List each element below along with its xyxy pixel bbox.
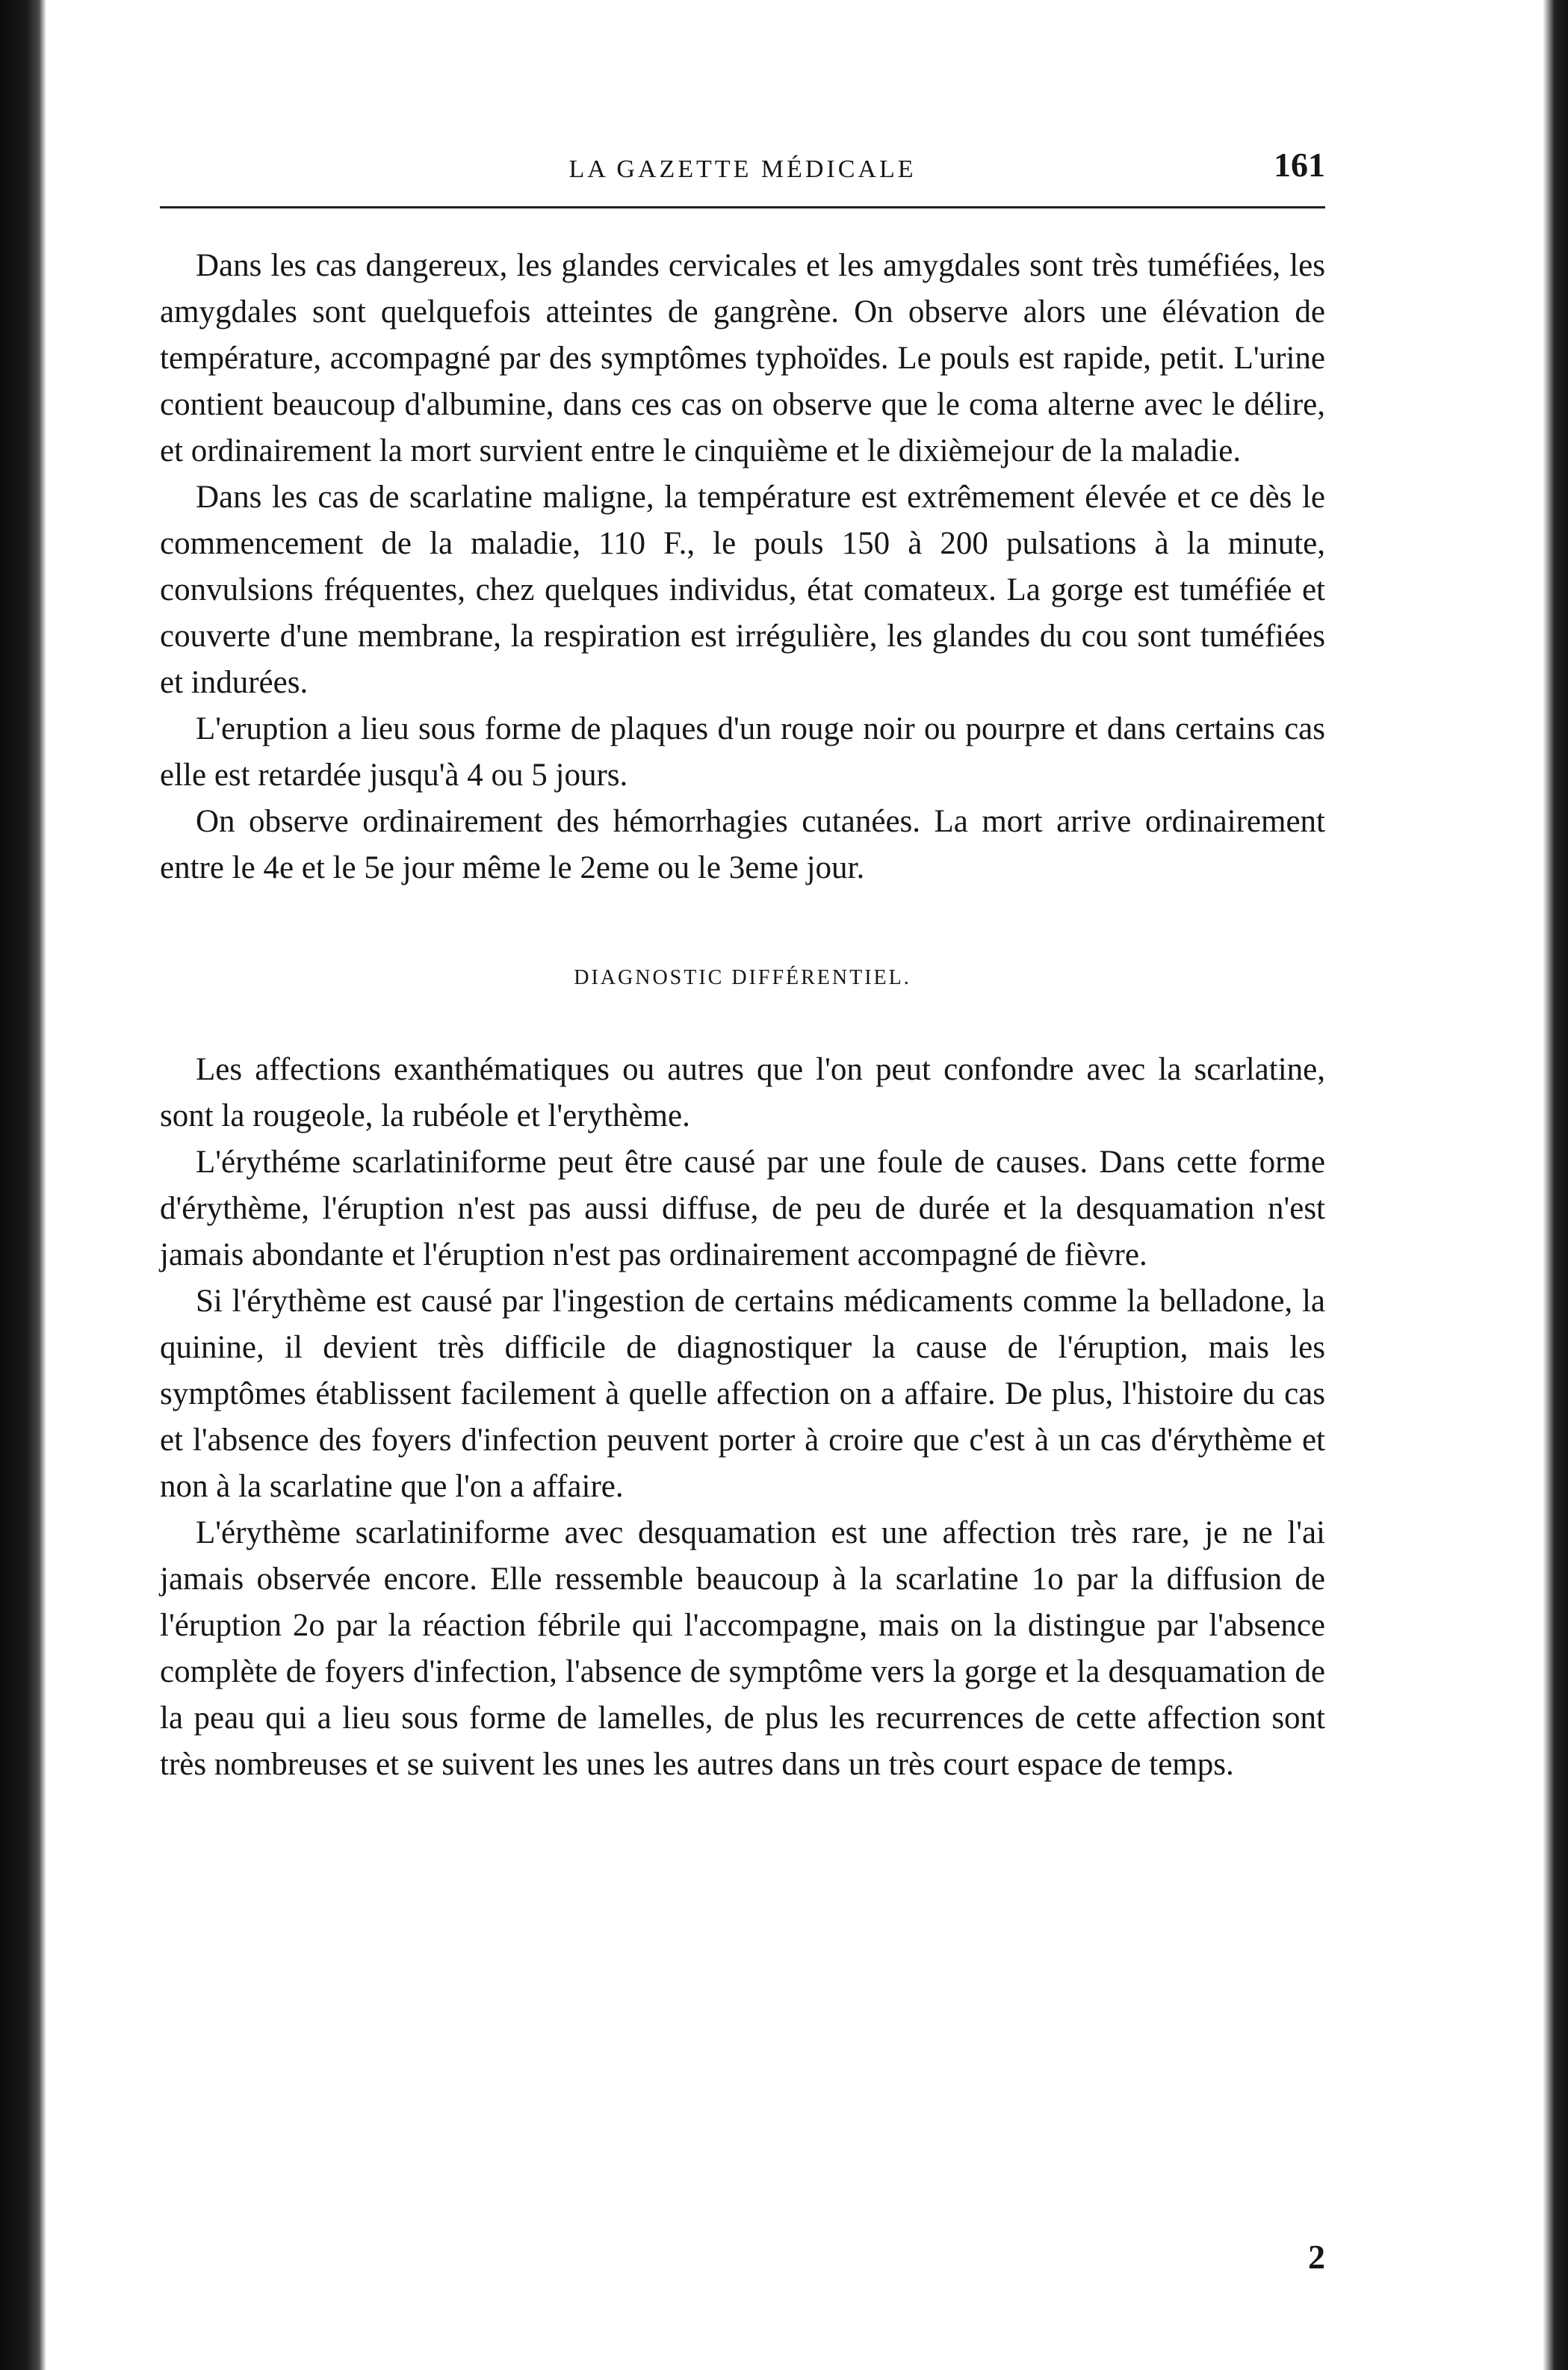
section-heading: DIAGNOSTIC DIFFÉRENTIEL. bbox=[574, 966, 911, 989]
paragraph: L'eruption a lieu sous forme de plaques d'un rouge noir ou pourpre et dans certains cas elle est retardée jusqu'à 4 ou 5 jours. bbox=[160, 711, 1325, 793]
document-page bbox=[160, 142, 1325, 2276]
scan-edge-right bbox=[1543, 0, 1568, 2370]
signature-mark: 2 bbox=[1308, 2238, 1325, 2276]
paragraph: Dans les cas dangereux, les glandes cervicales et les amygdales sont très tuméfiées, les amygdales sont quelquefois atteintes de gangrène. On observe alors une élévation de température, accompagné par des symptômes typhoïdes. Le pouls est rapide, petit. L'urine contient beaucoup d'albumine, dans ces cas on observe que le coma alterne avec le délire, et ordinairement la mort survient entre le cinquième et le dixièmejour de la maladie. bbox=[160, 248, 1325, 468]
scan-edge-left bbox=[0, 0, 46, 2370]
paragraph: L'érythéme scarlatiniforme peut être causé par une foule de causes. Dans cette forme d'érythème, l'éruption n'est pas aussi diffuse, de peu de durée et la desquamation n'est jamais abondante et l'éruption n'est pas ordinairement accompagné de fièvre. bbox=[160, 1145, 1325, 1272]
header-rule bbox=[160, 206, 1325, 208]
paragraph: Dans les cas de scarlatine maligne, la température est extrêmement élevée et ce dès le commencement de la maladie, 110 F., le pouls 150 à 200 pulsations à la minute, convulsions fréquentes, chez quelques individus, état comateux. La gorge est tuméfiée et couverte d'une membrane, la respiration est irrégulière, les glandes du cou sont tuméfiées et indurées. bbox=[160, 480, 1325, 700]
running-title: LA GAZETTE MÉDICALE bbox=[568, 155, 917, 183]
paragraph: Les affections exanthématiques ou autres que l'on peut confondre avec la scarlatine, sont la rougeole, la rubéole et l'erythème. bbox=[160, 1052, 1325, 1133]
page-number: 161 bbox=[1274, 146, 1325, 184]
paragraph: On observe ordinairement des hémorrhagies cutanées. La mort arrive ordinairement entre le 4e et le 5e jour même le 2eme ou le 3eme jour. bbox=[160, 804, 1325, 885]
page-header bbox=[160, 142, 1325, 202]
paragraph: Si l'érythème est causé par l'ingestion de certains médicaments comme la belladone, la quinine, il devient très difficile de diagnostiquer la cause de l'éruption, mais les symptômes établissent facilement à quelle affection on a affaire. De plus, l'histoire du cas et l'absence des foyers d'infection peuvent porter à croire que c'est à un cas d'érythème et non à la scarlatine que l'on a affaire. bbox=[160, 1284, 1325, 1504]
paragraph: L'érythème scarlatiniforme avec desquamation est une affection très rare, je ne l'ai jamais observée encore. Elle ressemble beaucoup à la scarlatine 1o par la diffusion de l'éruption 2o par la réaction fébrile qui l'accompagne, mais on la distingue par l'absence complète de foyers d'infection, l'absence de symptôme vers la gorge et la desquamation de la peau qui a lieu sous forme de lamelles, de plus les recurrences de cette affection sont très nombreuses et se suivent les unes les autres dans un très court espace de temps. bbox=[160, 1515, 1325, 1782]
